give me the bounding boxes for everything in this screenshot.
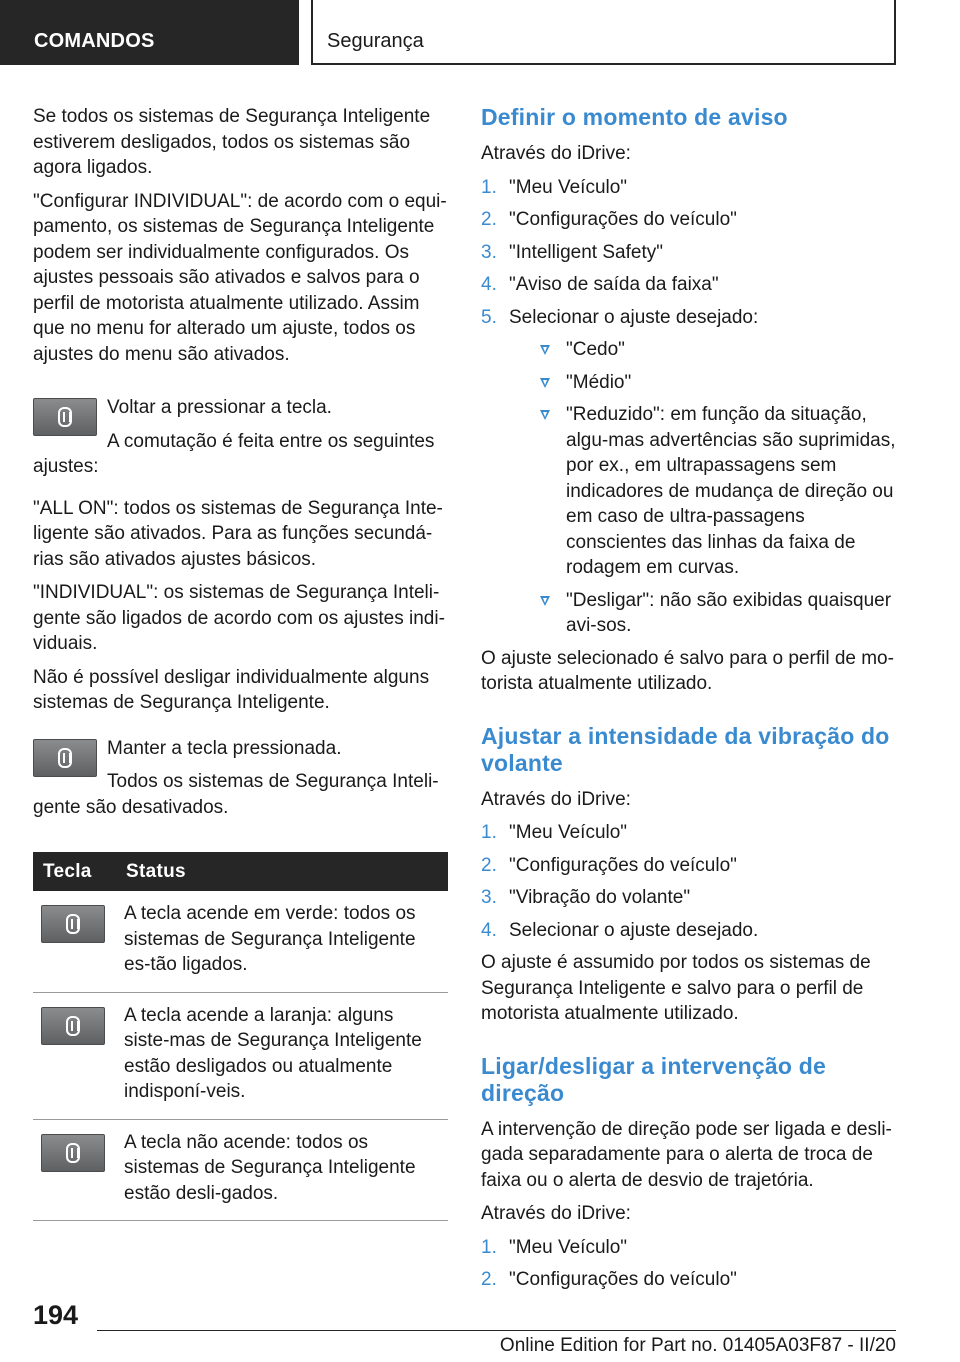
paragraph: "Configurar INDIVIDUAL": de acordo com o equi-pamento, os sistemas de Segurança Inteligente podem ser individualmente configurados. Os ajustes pessoais são ativados e salvos para o perfil de motorista atualmente utilizado. Assim que no menu for alterado um ajuste, todos os ajustes do menu são ativados. [33, 190, 447, 365]
steps-list [481, 820, 896, 943]
table-cell-status: A tecla acende a laranja: alguns siste-mas de Segurança Inteligente estão desligados ou atualmente indisponí-veis. [116, 992, 448, 1119]
triangle-bullet-icon [540, 596, 550, 606]
table-cell-status: A tecla acende em verde: todos os sistemas de Segurança Inteligente es-tão ligados. [116, 891, 448, 992]
paragraph: O ajuste selecionado é salvo para o perfil de mo-torista atualmente utilizado. [481, 647, 894, 694]
list-item: 2. "Configurações do veículo" [481, 209, 737, 230]
table-row [33, 992, 448, 1119]
right-column [481, 104, 896, 1300]
table-row [33, 891, 448, 992]
safety-button-off-icon [41, 1134, 105, 1172]
chapter-header: Segurança [311, 0, 896, 65]
option-item: "Desligar": não são exibidas quaisquer avi-sos. [537, 588, 896, 639]
section-header: COMANDOS [0, 0, 299, 65]
idrive-intro: Através do iDrive: [481, 1203, 631, 1224]
safety-button-green-icon [41, 905, 105, 943]
paragraph: O ajuste é assumido por todos os sistemas de Segurança Inteligente e salvo para o perfil de motorista atualmente utilizado. [481, 952, 871, 1024]
left-column [33, 104, 448, 1221]
list-item: 1. "Meu Veículo" [481, 822, 628, 843]
options-list [537, 337, 896, 639]
footer-divider [97, 1330, 896, 1331]
all-off-text: Todos os sistemas de Segurança Inteli-gente são desativados. [33, 771, 439, 818]
footer-edition: Online Edition for Part no. 01405A03F87 - II/20 [499, 1335, 896, 1356]
paragraph: "ALL ON": todos os sistemas de Segurança Inte-ligente são ativados. Para as funções secundá-rias são ativados ajustes básicos. [33, 497, 443, 570]
safety-button-icon [33, 398, 97, 436]
press-again-block [33, 395, 448, 488]
list-item: 2. "Configurações do veículo" [481, 854, 737, 876]
switch-text: A comutação é feita entre os seguintes ajustes: [33, 430, 435, 477]
idrive-intro: Através do iDrive: [481, 788, 631, 810]
option-item: "Reduzido": em função da situação, algu-mas advertências são suprimidas, por ex., em ultrapassagens sem indicadores de mudança de direção ou em caso de ultra-passagens conscientes das linhas da faixa de rodagem em curvas. [537, 402, 896, 581]
list-item: 2. "Configurações do veículo" [481, 1269, 737, 1290]
safety-button-icon [33, 739, 97, 777]
option-item: "Cedo" [537, 337, 896, 363]
steps-list [481, 1235, 896, 1293]
table-cell-status: A tecla não acende: todos os sistemas de Segurança Inteligente estão desli-gados. [116, 1119, 448, 1221]
safety-button-orange-icon [41, 1007, 105, 1045]
steps-list [481, 175, 896, 639]
option-item: "Médio" [537, 370, 896, 396]
triangle-bullet-icon [540, 410, 550, 420]
table-header-key: Tecla [33, 852, 116, 891]
triangle-bullet-icon [540, 345, 550, 355]
status-table [33, 852, 448, 1221]
table-row [33, 1119, 448, 1221]
table-header-status: Status [116, 852, 448, 891]
list-item: 3. "Intelligent Safety" [481, 241, 663, 263]
triangle-bullet-icon [540, 378, 550, 388]
paragraph: A intervenção de direção pode ser ligada e desli-gada separadamente para o alerta de troca de faixa ou o alerta de desvio de trajetória. [481, 1118, 892, 1191]
list-item: 3. "Vibração do volante" [481, 887, 691, 908]
list-item: 4. Selecionar o ajuste desejado. [481, 919, 759, 941]
paragraph: Se todos os sistemas de Segurança Inteligente estiverem desligados, todos os sistemas são agora ligados. [33, 106, 431, 178]
paragraph: "INDIVIDUAL": os sistemas de Segurança Inteli-gente são ligados de acordo com os ajustes indi-viduais. [33, 582, 445, 654]
list-item: 5. Selecionar o ajuste desejado: "Cedo" "Médio" "Reduzido": em função da situação, algu-mas advertências são suprimidas, por ex., em ultrapassagens sem indicadores de mudança de direção ou em caso de ultra-passagens conscientes das linhas da faixa de rodagem em curvas. "Desligar": não são exibidas quaisquer avi-sos. [481, 305, 896, 639]
list-item: 4. "Aviso de saída da faixa" [481, 274, 719, 295]
list-item: 1. "Meu Veículo" [481, 1236, 628, 1258]
idrive-intro: Através do iDrive: [481, 143, 631, 164]
paragraph: Não é possível desligar individualmente alguns sistemas de Segurança Inteligente. [33, 666, 430, 713]
section-title-warning-time: Definir o momento de aviso [481, 104, 788, 130]
section-title-vibration: Ajustar a intensidade da vibração do volante [481, 722, 890, 776]
section-title-steering-intervention: Ligar/desligar a intervenção de direção [481, 1052, 826, 1106]
hold-key-text: Manter a tecla pressionada. [107, 737, 342, 759]
page-number: 194 [33, 1300, 79, 1330]
list-item: 1. "Meu Veículo" [481, 176, 628, 198]
press-again-text: Voltar a pressionar a tecla. [107, 397, 332, 418]
hold-key-block [33, 736, 448, 829]
